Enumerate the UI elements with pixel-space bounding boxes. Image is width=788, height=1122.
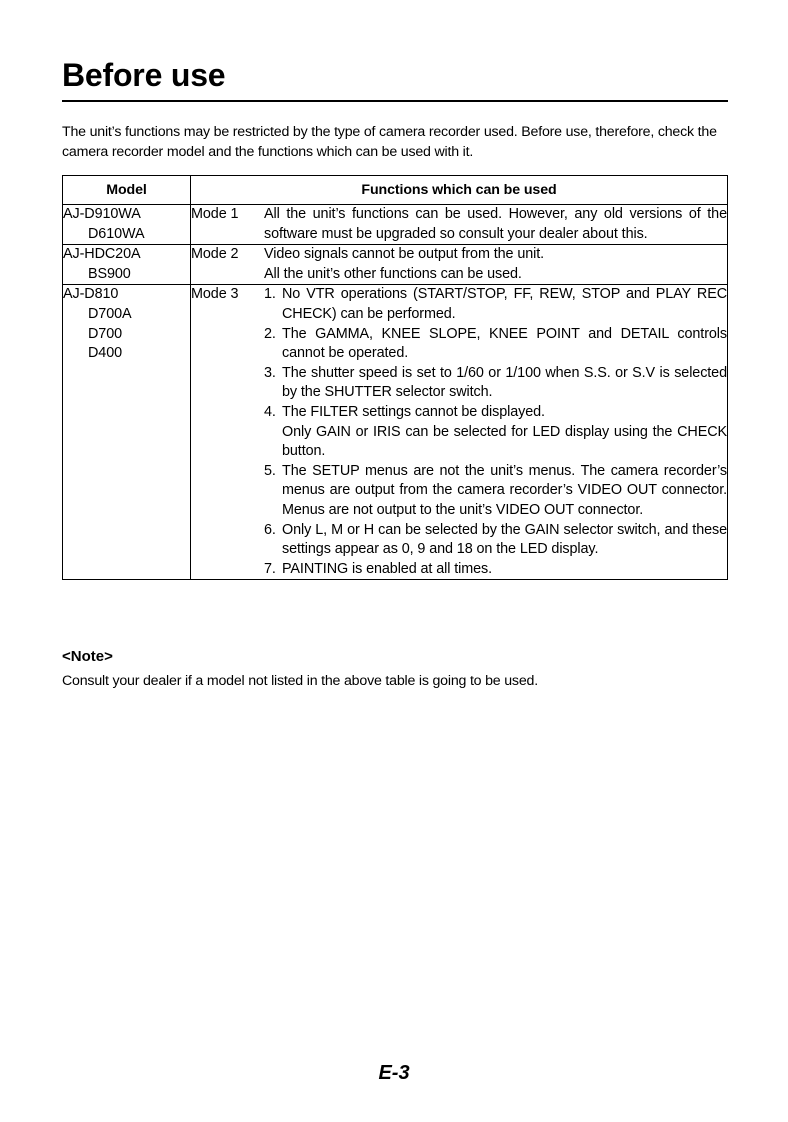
model-name: AJ-D910WA <box>63 206 141 222</box>
list-item-text: No VTR operations (START/STOP, FF, REW, STOP and PLAY REC CHECK) can be performed. <box>282 286 727 322</box>
model-name: D700A <box>88 305 132 322</box>
functions-cell <box>191 245 728 285</box>
mode-label: Mode 2 <box>191 246 239 263</box>
list-item-number: 4. <box>264 403 276 420</box>
model-name: BS900 <box>88 265 131 282</box>
function-text: All the unit’s functions can be used. However, any old versions of the software must be upgraded so consult your dealer about this. <box>264 206 727 242</box>
table-header-row <box>63 176 728 205</box>
list-item-number: 7. <box>264 560 276 577</box>
list-item-text: PAINTING is enabled at all times. <box>282 560 492 577</box>
mode-label: Mode 1 <box>191 206 239 222</box>
function-text: Video signals cannot be output from the unit. <box>264 246 545 263</box>
page-title: Before use <box>62 57 226 93</box>
list-item <box>264 325 727 364</box>
function-text: All the unit’s other functions can be used. <box>264 265 522 282</box>
list-item-text: The shutter speed is set to 1/60 or 1/100 when S.S. or S.V is selected by the SHUTTER selector switch. <box>282 364 727 401</box>
model-name: D700 <box>88 325 123 342</box>
list-item-text: Only L, M or H can be selected by the GAIN selector switch, and these settings appear as 0, 9 and 18 on the LED display. <box>282 521 727 558</box>
list-item <box>264 560 727 580</box>
model-cell <box>63 245 191 285</box>
header-model: Model <box>63 176 191 205</box>
functions-cell <box>191 205 728 245</box>
note-heading: <Note> <box>62 648 113 665</box>
mode3-restrictions-list <box>264 285 727 579</box>
table-row <box>63 205 728 245</box>
model-cell <box>63 205 191 245</box>
list-item-number: 2. <box>264 325 276 342</box>
model-name: D610WA <box>88 225 145 242</box>
list-item <box>264 285 727 324</box>
mode-label: Mode 3 <box>191 286 239 303</box>
model-name: D400 <box>88 345 123 362</box>
list-item-text: The SETUP menus are not the unit’s menus. The camera recorder’s menus are output from the camera recorder’s VIDEO OUT connector. Menus are not output to the unit’s VIDEO OUT connector. <box>282 462 727 518</box>
header-functions: Functions which can be used <box>191 176 728 205</box>
page-number: E-3 <box>378 1062 410 1084</box>
list-item-number: 1. <box>264 286 276 303</box>
table-row <box>63 245 728 285</box>
list-item-text: The FILTER settings cannot be displayed. <box>282 403 545 420</box>
list-item <box>264 403 727 462</box>
list-item <box>264 462 727 521</box>
functions-cell <box>191 285 728 580</box>
list-item-number: 5. <box>264 462 276 479</box>
list-item-extra-text: Only GAIN or IRIS can be selected for LED display using the CHECK button. <box>282 423 727 460</box>
table-row <box>63 285 728 580</box>
model-cell <box>63 285 191 580</box>
functions-table <box>62 175 728 580</box>
list-item-number: 6. <box>264 521 276 538</box>
intro-text: The unit’s functions may be restricted by the type of camera recorder used. Before use, therefore, check the camera recorder model and the functions which can be used with it. <box>62 124 717 160</box>
model-name: AJ-HDC20A <box>63 246 141 263</box>
model-name: AJ-D810 <box>63 286 119 303</box>
note-text: Consult your dealer if a model not listed in the above table is going to be used. <box>62 673 538 689</box>
page-heading <box>62 56 728 102</box>
list-item <box>264 364 727 403</box>
intro-paragraph <box>62 122 730 162</box>
list-item-number: 3. <box>264 364 276 381</box>
list-item <box>264 521 727 560</box>
list-item-text: The GAMMA, KNEE SLOPE, KNEE POINT and DETAIL controls cannot be operated. <box>282 325 727 362</box>
